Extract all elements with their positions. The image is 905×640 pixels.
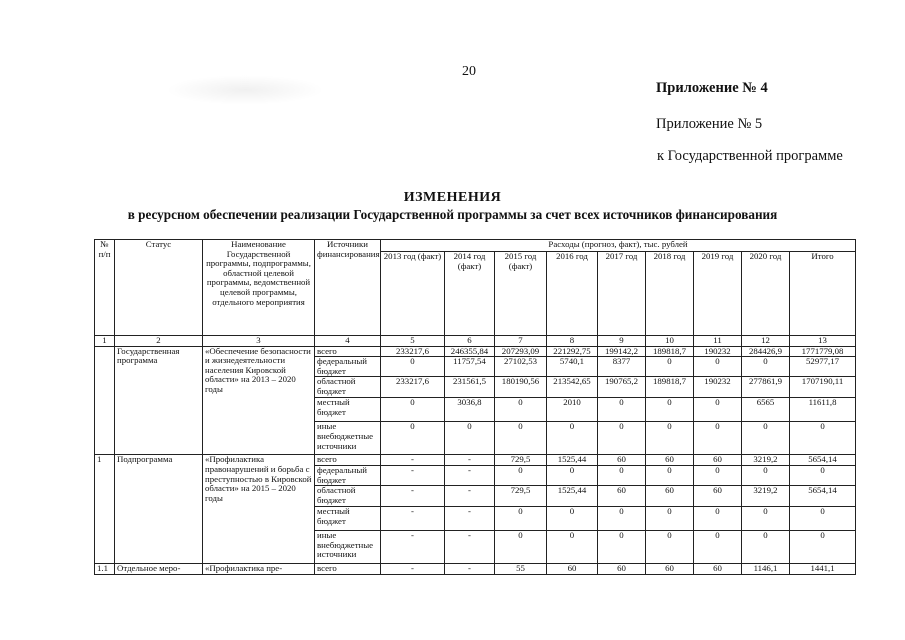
- header-year: 2019 год: [694, 252, 742, 336]
- row-value: 199142,2: [598, 346, 646, 357]
- table-row: [95, 455, 856, 466]
- row-number: 1.1: [95, 564, 115, 575]
- row-value: 11611,8: [790, 398, 856, 422]
- row-value: 277861,9: [742, 377, 790, 398]
- row-value: 190232: [694, 346, 742, 357]
- row-value: 0: [742, 465, 790, 485]
- row-value: 1525,44: [547, 455, 598, 466]
- row-source: областной бюджет: [315, 377, 381, 398]
- row-value: -: [381, 465, 445, 485]
- row-program-name: «Профилактика пре-: [203, 564, 315, 575]
- row-source: местный бюджет: [315, 398, 381, 422]
- row-status: Отдельное меро-: [115, 564, 203, 575]
- column-number: 1: [95, 336, 115, 347]
- column-number: 6: [445, 336, 495, 347]
- row-value: -: [445, 507, 495, 531]
- header-num: № п/п: [95, 240, 115, 336]
- row-status: Государственная программа: [115, 346, 203, 455]
- row-value: 0: [790, 422, 856, 455]
- row-value: 190765,2: [598, 377, 646, 398]
- header-year: Итого: [790, 252, 856, 336]
- row-value: -: [445, 465, 495, 485]
- row-value: 0: [381, 357, 445, 377]
- row-number: 1: [95, 455, 115, 564]
- row-value: 5654,14: [790, 486, 856, 507]
- row-value: -: [381, 455, 445, 466]
- row-value: 213542,65: [547, 377, 598, 398]
- row-value: 0: [742, 507, 790, 531]
- row-value: 1771779,08: [790, 346, 856, 357]
- row-program-name: «Профилактика правонарушений и борьба с преступностью в Кировской области» на 2015 – 2020 годы: [203, 455, 315, 564]
- row-value: 0: [547, 422, 598, 455]
- row-value: 189818,7: [646, 377, 694, 398]
- column-number: 12: [742, 336, 790, 347]
- row-value: 0: [694, 398, 742, 422]
- row-value: 284426,9: [742, 346, 790, 357]
- row-value: 0: [742, 422, 790, 455]
- document-title: ИЗМЕНЕНИЯ: [403, 190, 502, 205]
- resource-table: [94, 239, 856, 575]
- header-year: 2014 год (факт): [445, 252, 495, 336]
- row-value: 0: [495, 465, 547, 485]
- row-value: 189818,7: [646, 346, 694, 357]
- column-number: 8: [547, 336, 598, 347]
- row-value: 0: [646, 531, 694, 564]
- column-number: 4: [315, 336, 381, 347]
- header-year: 2013 год (факт): [381, 252, 445, 336]
- row-value: 60: [694, 564, 742, 575]
- row-value: 0: [381, 398, 445, 422]
- row-value: 729,5: [495, 455, 547, 466]
- row-value: -: [381, 486, 445, 507]
- row-value: 190232: [694, 377, 742, 398]
- row-value: 6565: [742, 398, 790, 422]
- row-value: 8377: [598, 357, 646, 377]
- row-value: 5740,1: [547, 357, 598, 377]
- row-value: 221292,75: [547, 346, 598, 357]
- row-value: -: [445, 486, 495, 507]
- header-status: Статус: [115, 240, 203, 336]
- row-value: 246355,84: [445, 346, 495, 357]
- row-value: 60: [694, 486, 742, 507]
- row-value: 0: [495, 398, 547, 422]
- row-value: 60: [547, 564, 598, 575]
- row-source: всего: [315, 346, 381, 357]
- row-value: 0: [790, 531, 856, 564]
- row-value: 3219,2: [742, 455, 790, 466]
- row-status: Подпрограмма: [115, 455, 203, 564]
- row-value: 231561,5: [445, 377, 495, 398]
- row-value: 0: [495, 531, 547, 564]
- row-value: -: [445, 531, 495, 564]
- row-value: 729,5: [495, 486, 547, 507]
- row-value: 0: [646, 465, 694, 485]
- column-number: 2: [115, 336, 203, 347]
- row-value: 0: [598, 398, 646, 422]
- row-value: 0: [598, 465, 646, 485]
- row-value: 60: [598, 564, 646, 575]
- row-value: 0: [646, 422, 694, 455]
- appendix-reference: к Государственной программе: [657, 148, 843, 164]
- row-value: 60: [694, 455, 742, 466]
- row-value: 0: [694, 531, 742, 564]
- row-value: 233217,6: [381, 377, 445, 398]
- row-value: 0: [790, 465, 856, 485]
- header-name: Наименование Государственной программы, подпрограммы, областной целевой программы, ведомственной целевой программы, отдельного мероприятия: [203, 240, 315, 336]
- row-value: 0: [598, 531, 646, 564]
- header-year: 2016 год: [547, 252, 598, 336]
- row-value: 5654,14: [790, 455, 856, 466]
- row-value: 0: [646, 398, 694, 422]
- row-value: 207293,09: [495, 346, 547, 357]
- row-value: 55: [495, 564, 547, 575]
- row-value: 0: [445, 422, 495, 455]
- row-value: 60: [646, 564, 694, 575]
- row-value: 1707190,11: [790, 377, 856, 398]
- scan-smudge: [165, 75, 325, 105]
- row-value: 60: [646, 455, 694, 466]
- row-value: 3036,8: [445, 398, 495, 422]
- row-value: 180190,56: [495, 377, 547, 398]
- document-subtitle: в ресурсном обеспечении реализации Государственной программы за счет всех источников финансирования: [127, 207, 778, 222]
- column-number: 10: [646, 336, 694, 347]
- row-value: 0: [495, 507, 547, 531]
- row-value: -: [381, 507, 445, 531]
- row-value: 1146,1: [742, 564, 790, 575]
- row-value: 0: [495, 422, 547, 455]
- row-value: 1441,1: [790, 564, 856, 575]
- appendix-4-label: Приложение № 4: [656, 80, 768, 96]
- row-value: -: [381, 564, 445, 575]
- row-value: 0: [694, 465, 742, 485]
- row-value: 27102,53: [495, 357, 547, 377]
- row-value: -: [381, 531, 445, 564]
- header-year: 2018 год: [646, 252, 694, 336]
- row-value: 0: [646, 357, 694, 377]
- row-source: местный бюджет: [315, 507, 381, 531]
- appendix-5-label: Приложение № 5: [656, 116, 763, 132]
- row-value: 0: [598, 507, 646, 531]
- table-row: [95, 346, 856, 357]
- row-value: -: [445, 564, 495, 575]
- column-number: 5: [381, 336, 445, 347]
- row-value: 60: [598, 455, 646, 466]
- row-value: 2010: [547, 398, 598, 422]
- row-value: 0: [547, 531, 598, 564]
- row-value: 52977,17: [790, 357, 856, 377]
- row-value: 11757,54: [445, 357, 495, 377]
- row-source: федеральный бюджет: [315, 465, 381, 485]
- row-source: иные внебюджетные источники: [315, 422, 381, 455]
- row-value: 1525,44: [547, 486, 598, 507]
- row-value: 0: [694, 357, 742, 377]
- row-source: всего: [315, 455, 381, 466]
- column-number: 11: [694, 336, 742, 347]
- row-value: 0: [547, 465, 598, 485]
- row-value: 3219,2: [742, 486, 790, 507]
- row-source: всего: [315, 564, 381, 575]
- header-year: 2020 год: [742, 252, 790, 336]
- row-value: 0: [742, 531, 790, 564]
- header-source: Источники финансирования: [315, 240, 381, 336]
- row-value: 233217,6: [381, 346, 445, 357]
- row-value: 0: [598, 422, 646, 455]
- header-expenses: Расходы (прогноз, факт), тыс. рублей: [381, 240, 856, 252]
- row-number: [95, 346, 115, 455]
- row-value: 60: [646, 486, 694, 507]
- row-value: 60: [598, 486, 646, 507]
- row-value: 0: [381, 422, 445, 455]
- page-number: 20: [462, 64, 476, 79]
- row-value: 0: [790, 507, 856, 531]
- table-row: [95, 564, 856, 575]
- row-source: иные внебюджетные источники: [315, 531, 381, 564]
- row-source: федеральный бюджет: [315, 357, 381, 377]
- row-source: областной бюджет: [315, 486, 381, 507]
- header-year: 2015 год (факт): [495, 252, 547, 336]
- row-program-name: «Обеспечение безопасности и жизнедеятельности населения Кировской области» на 2013 – 2020 годы: [203, 346, 315, 455]
- row-value: 0: [742, 357, 790, 377]
- column-number: 9: [598, 336, 646, 347]
- column-number: 13: [790, 336, 856, 347]
- row-value: -: [445, 455, 495, 466]
- column-number: 7: [495, 336, 547, 347]
- row-value: 0: [694, 507, 742, 531]
- row-value: 0: [646, 507, 694, 531]
- row-value: 0: [694, 422, 742, 455]
- column-number: 3: [203, 336, 315, 347]
- header-year: 2017 год: [598, 252, 646, 336]
- row-value: 0: [547, 507, 598, 531]
